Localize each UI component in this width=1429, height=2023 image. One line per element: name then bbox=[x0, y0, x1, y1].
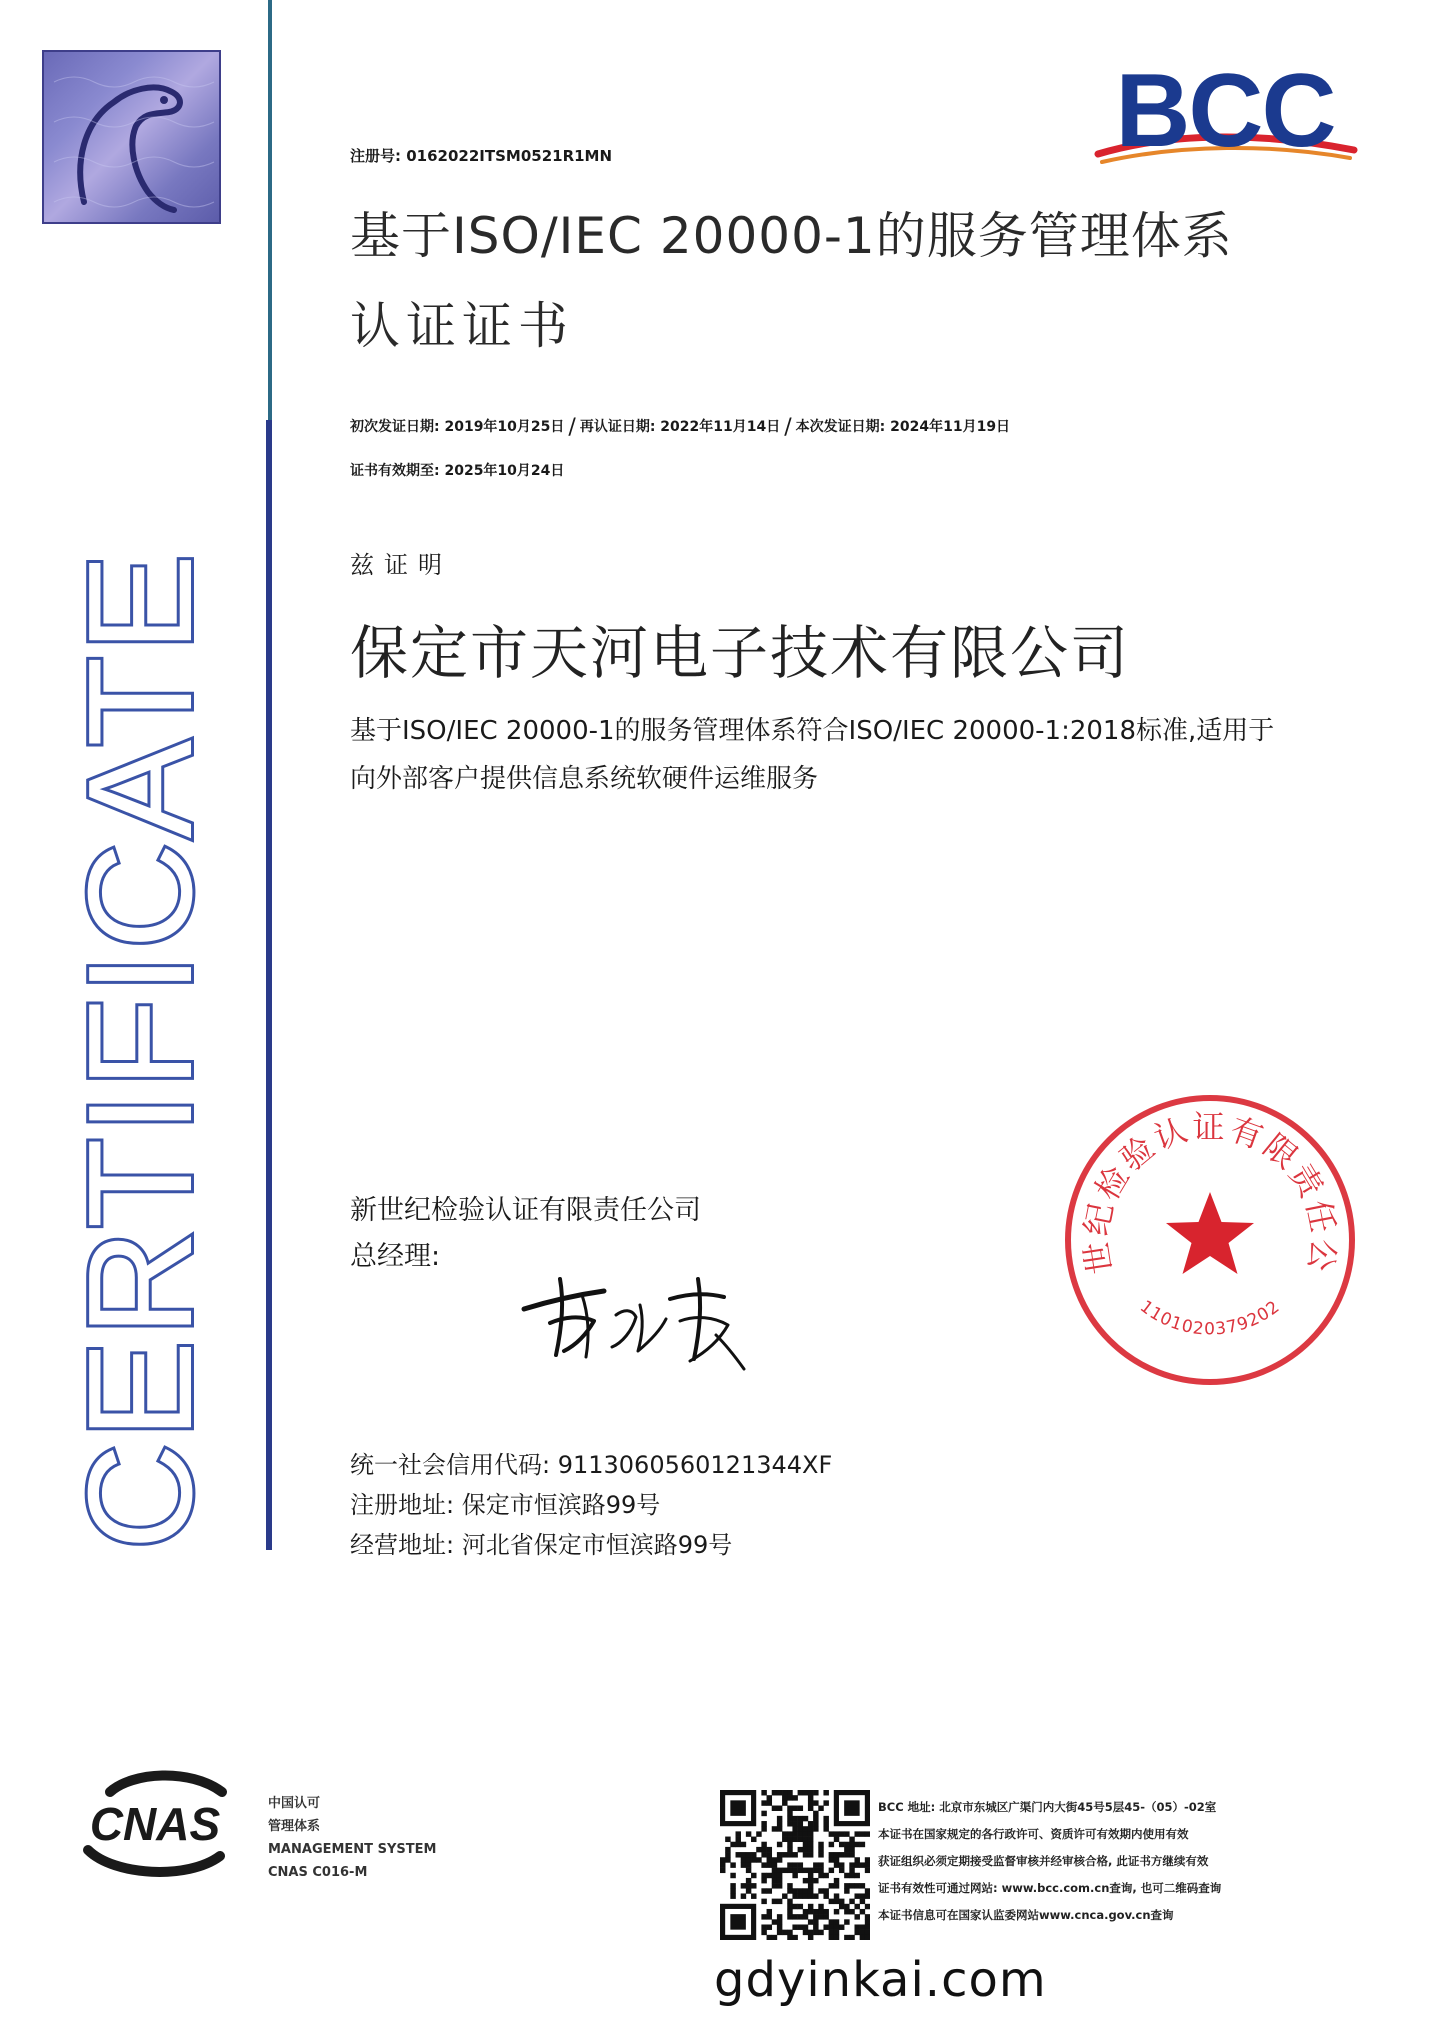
bcc-note-line: 获证组织必须定期接受监督审核并经审核合格, 此证书方继续有效 bbox=[878, 1854, 1209, 1868]
registration-number: 注册号: 0162022ITSM0521R1MN bbox=[350, 147, 613, 165]
bcc-address-notes bbox=[878, 1794, 1221, 1929]
cnas-line: 管理体系 bbox=[268, 1819, 321, 1834]
website-watermark: gdyinkai.com bbox=[714, 1952, 1047, 2008]
company-seal bbox=[1060, 1090, 1360, 1390]
bcc-note-line: 本证书信息可在国家认监委网站www.cnca.gov.cn查询 bbox=[878, 1908, 1174, 1922]
cnas-line: 中国认可 bbox=[268, 1796, 321, 1811]
operating-address: 经营地址: 河北省保定市恒滨路99号 bbox=[350, 1531, 733, 1559]
hologram-sticker bbox=[42, 50, 221, 224]
band-divider-line bbox=[266, 420, 272, 1550]
date-separator: / bbox=[568, 415, 576, 440]
date-separator: / bbox=[784, 415, 792, 440]
recertification-date: 再认证日期: 2022年11月14日 bbox=[579, 419, 781, 435]
hereby-certify-label: 兹证明 bbox=[350, 551, 452, 579]
bcc-note-line: BCC 地址: 北京市东城区广渠门内大街45号5层45-（05）-02室 bbox=[878, 1800, 1217, 1814]
seal-star-icon bbox=[1166, 1192, 1254, 1274]
certificate-title-line2: 认证证书 bbox=[350, 297, 574, 355]
cnas-line: CNAS C016-M bbox=[268, 1865, 368, 1880]
cnas-accreditation-text bbox=[268, 1792, 436, 1884]
seal-code-text: 1101020379202 bbox=[1135, 1296, 1285, 1340]
scope-text-line2: 向外部客户提供信息系统软硬件运维服务 bbox=[350, 764, 819, 794]
bcc-logo-text: BCC bbox=[1115, 62, 1335, 169]
handwritten-signature bbox=[520, 1265, 750, 1375]
registered-address: 注册地址: 保定市恒滨路99号 bbox=[350, 1491, 661, 1519]
certified-company-name: 保定市天河电子技术有限公司 bbox=[350, 619, 1131, 687]
seal-company-text: 世纪检验认证有限责任公 bbox=[1076, 1107, 1344, 1277]
issuer-name: 新世纪检验认证有限责任公司 bbox=[350, 1195, 701, 1226]
current-issue-date: 本次发证日期: 2024年11月19日 bbox=[795, 419, 1011, 435]
issue-dates-line bbox=[350, 415, 1010, 440]
cnas-logo bbox=[70, 1770, 240, 1880]
verification-qr-code[interactable] bbox=[720, 1790, 870, 1940]
initial-issue-date: 初次发证日期: 2019年10月25日 bbox=[350, 419, 565, 435]
bcc-note-line: 证书有效性可通过网站: www.bcc.com.cn查询, 也可二维码查询 bbox=[878, 1881, 1222, 1895]
certificate-title-line1: 基于ISO/IEC 20000-1的服务管理体系 bbox=[350, 207, 1233, 265]
certificate-vertical-text: CERTIFICATE bbox=[58, 549, 223, 1551]
bcc-logo bbox=[1092, 62, 1358, 180]
band-divider-line-top bbox=[268, 0, 272, 420]
cnas-line: MANAGEMENT SYSTEM bbox=[268, 1842, 437, 1857]
bcc-note-line: 本证书在国家规定的各行政许可、资质许可有效期内使用有效 bbox=[878, 1827, 1189, 1841]
validity-date: 证书有效期至: 2025年10月24日 bbox=[350, 463, 565, 479]
unified-credit-code: 统一社会信用代码: 9113060560121344XF bbox=[350, 1451, 833, 1479]
general-manager-label: 总经理: bbox=[350, 1241, 441, 1272]
scope-text-line1: 基于ISO/IEC 20000-1的服务管理体系符合ISO/IEC 20000-1:2018标准,适用于 bbox=[350, 716, 1275, 746]
beaver-hologram-icon bbox=[44, 52, 219, 222]
cnas-logo-text: CNAS bbox=[89, 1798, 221, 1850]
